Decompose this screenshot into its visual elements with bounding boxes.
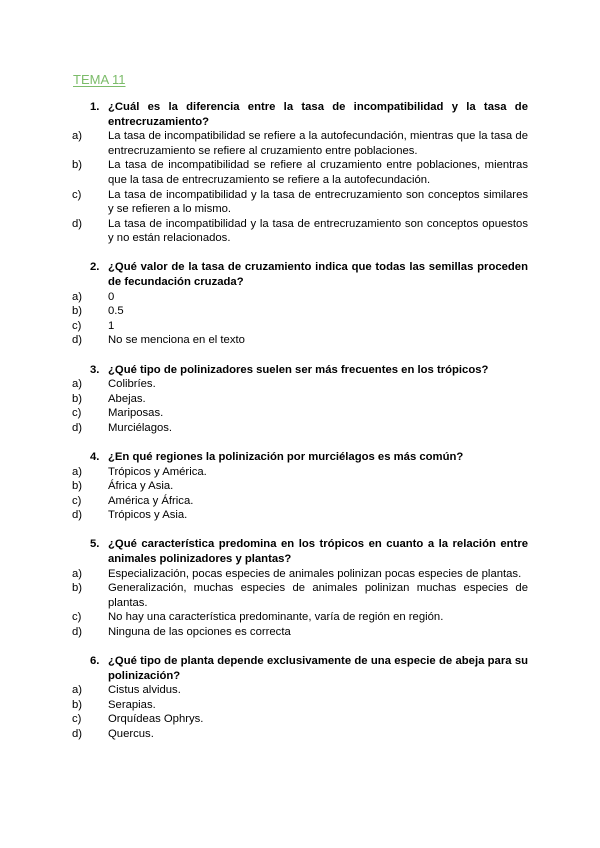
option-text: Colibríes. [108,378,156,391]
question-title [72,450,528,465]
option-letter: b) [72,698,83,711]
option-text: América y África. [108,494,194,507]
question-3 [72,363,528,436]
option-letter: a) [72,465,83,478]
answer-option [72,333,528,348]
option-letter: b) [72,582,83,595]
answer-option [72,727,528,742]
option-letter: d) [72,334,83,347]
option-text: Generalización, muchas especies de animales polinizan muchas especies de plantas. [108,582,528,609]
question-text: ¿Cuál es la diferencia entre la tasa de incompatibilidad y la tasa de entrecruzamiento? [108,101,528,128]
option-letter: c) [72,611,82,624]
option-text: Abejas. [108,392,146,405]
answer-option [72,290,528,305]
option-text: La tasa de incompatibilidad y la tasa de entrecruzamiento son conceptos similares y se refieren a lo mismo. [108,188,528,216]
answer-option [72,479,528,494]
option-letter: c) [72,407,82,420]
answer-option [72,421,528,436]
option-text: 0.5 [108,305,124,318]
option-letter: c) [72,319,82,332]
option-letter: b) [72,392,83,405]
question-number: 3. [90,363,100,376]
option-text: África y Asia. [108,480,174,493]
question-title [72,100,528,129]
answer-option [72,625,528,640]
question-4 [72,450,528,523]
option-text: Ninguna de las opciones es correcta [108,626,291,638]
question-number: 6. [90,655,100,668]
question-number: 2. [90,261,100,274]
option-letter: d) [72,509,83,522]
option-text: Serapias. [108,698,156,711]
answer-option [72,406,528,421]
question-title [72,260,528,289]
section-heading: TEMA 11 [73,72,126,87]
option-letter: a) [72,567,83,580]
question-6 [72,654,528,742]
option-letter: a) [72,290,83,303]
question-text: ¿Qué tipo de polinizadores suelen ser más frecuentes en los trópicos? [108,363,489,376]
answer-option [72,508,528,523]
option-text: 0 [108,290,115,303]
option-text: Mariposas. [108,407,164,420]
option-text: Orquídeas Ophrys. [108,713,204,726]
answer-option [72,610,528,625]
option-text: La tasa de incompatibilidad se refiere al cruzamiento entre poblaciones, mientras que la tasa de entrecruzamiento se refiere a la autofecundación. [108,159,528,186]
question-list [72,100,528,756]
question-5 [72,537,528,639]
question-text: ¿Qué tipo de planta depende exclusivamente de una especie de abeja para su polinización? [108,655,528,682]
answer-option [72,129,528,158]
question-number: 4. [90,450,100,463]
option-text: Quercus. [108,728,154,741]
question-title [72,363,528,378]
answer-option [72,581,528,610]
option-letter: a) [72,130,83,143]
answer-option [72,712,528,727]
answer-option [72,319,528,334]
option-letter: c) [72,188,82,201]
question-text: ¿Qué característica predomina en los trópicos en cuanto a la relación entre animales polinizadores y plantas? [108,538,528,566]
answer-option [72,188,528,217]
option-letter: d) [72,217,83,230]
question-1 [72,100,528,246]
question-2 [72,260,528,348]
question-text: ¿Qué valor de la tasa de cruzamiento indica que todas las semillas proceden de fecundación cruzada? [108,261,528,289]
option-text: 1 [108,319,115,332]
answer-option [72,377,528,392]
answer-option [72,158,528,187]
option-text: No hay una característica predominante, varía de región en región. [108,611,444,624]
option-letter: d) [72,421,83,434]
option-text: Especialización, pocas especies de animales polinizan pocas especies de plantas. [108,567,522,580]
answer-option [72,698,528,713]
answer-option [72,304,528,319]
answer-option [72,217,528,246]
option-letter: c) [72,494,82,507]
option-text: No se menciona en el texto [108,334,245,347]
question-title [72,537,528,566]
question-title [72,654,528,683]
question-number: 5. [90,538,100,551]
answer-option [72,567,528,582]
answer-option [72,683,528,698]
option-text: La tasa de incompatibilidad se refiere a la autofecundación, mientras que la tasa de entrecruzamiento se refiere al cruzamiento entre poblaciones. [108,130,528,157]
option-letter: b) [72,159,83,172]
option-letter: b) [72,305,83,318]
option-letter: d) [72,728,83,741]
answer-option [72,465,528,480]
option-letter: a) [72,684,83,697]
option-letter: c) [72,713,82,726]
option-text: Trópicos y Asia. [108,509,188,522]
option-letter: b) [72,480,83,493]
option-text: Trópicos y América. [108,465,207,478]
option-text: La tasa de incompatibilidad y la tasa de entrecruzamiento son conceptos opuestos y no están relacionados. [108,217,528,245]
answer-option [72,494,528,509]
option-letter: a) [72,378,83,391]
answer-option [72,392,528,407]
question-text: ¿En qué regiones la polinización por murciélagos es más común? [108,450,464,463]
option-letter: d) [72,626,83,638]
question-number: 1. [90,101,100,113]
option-text: Cistus alvidus. [108,684,181,697]
option-text: Murciélagos. [108,421,173,434]
